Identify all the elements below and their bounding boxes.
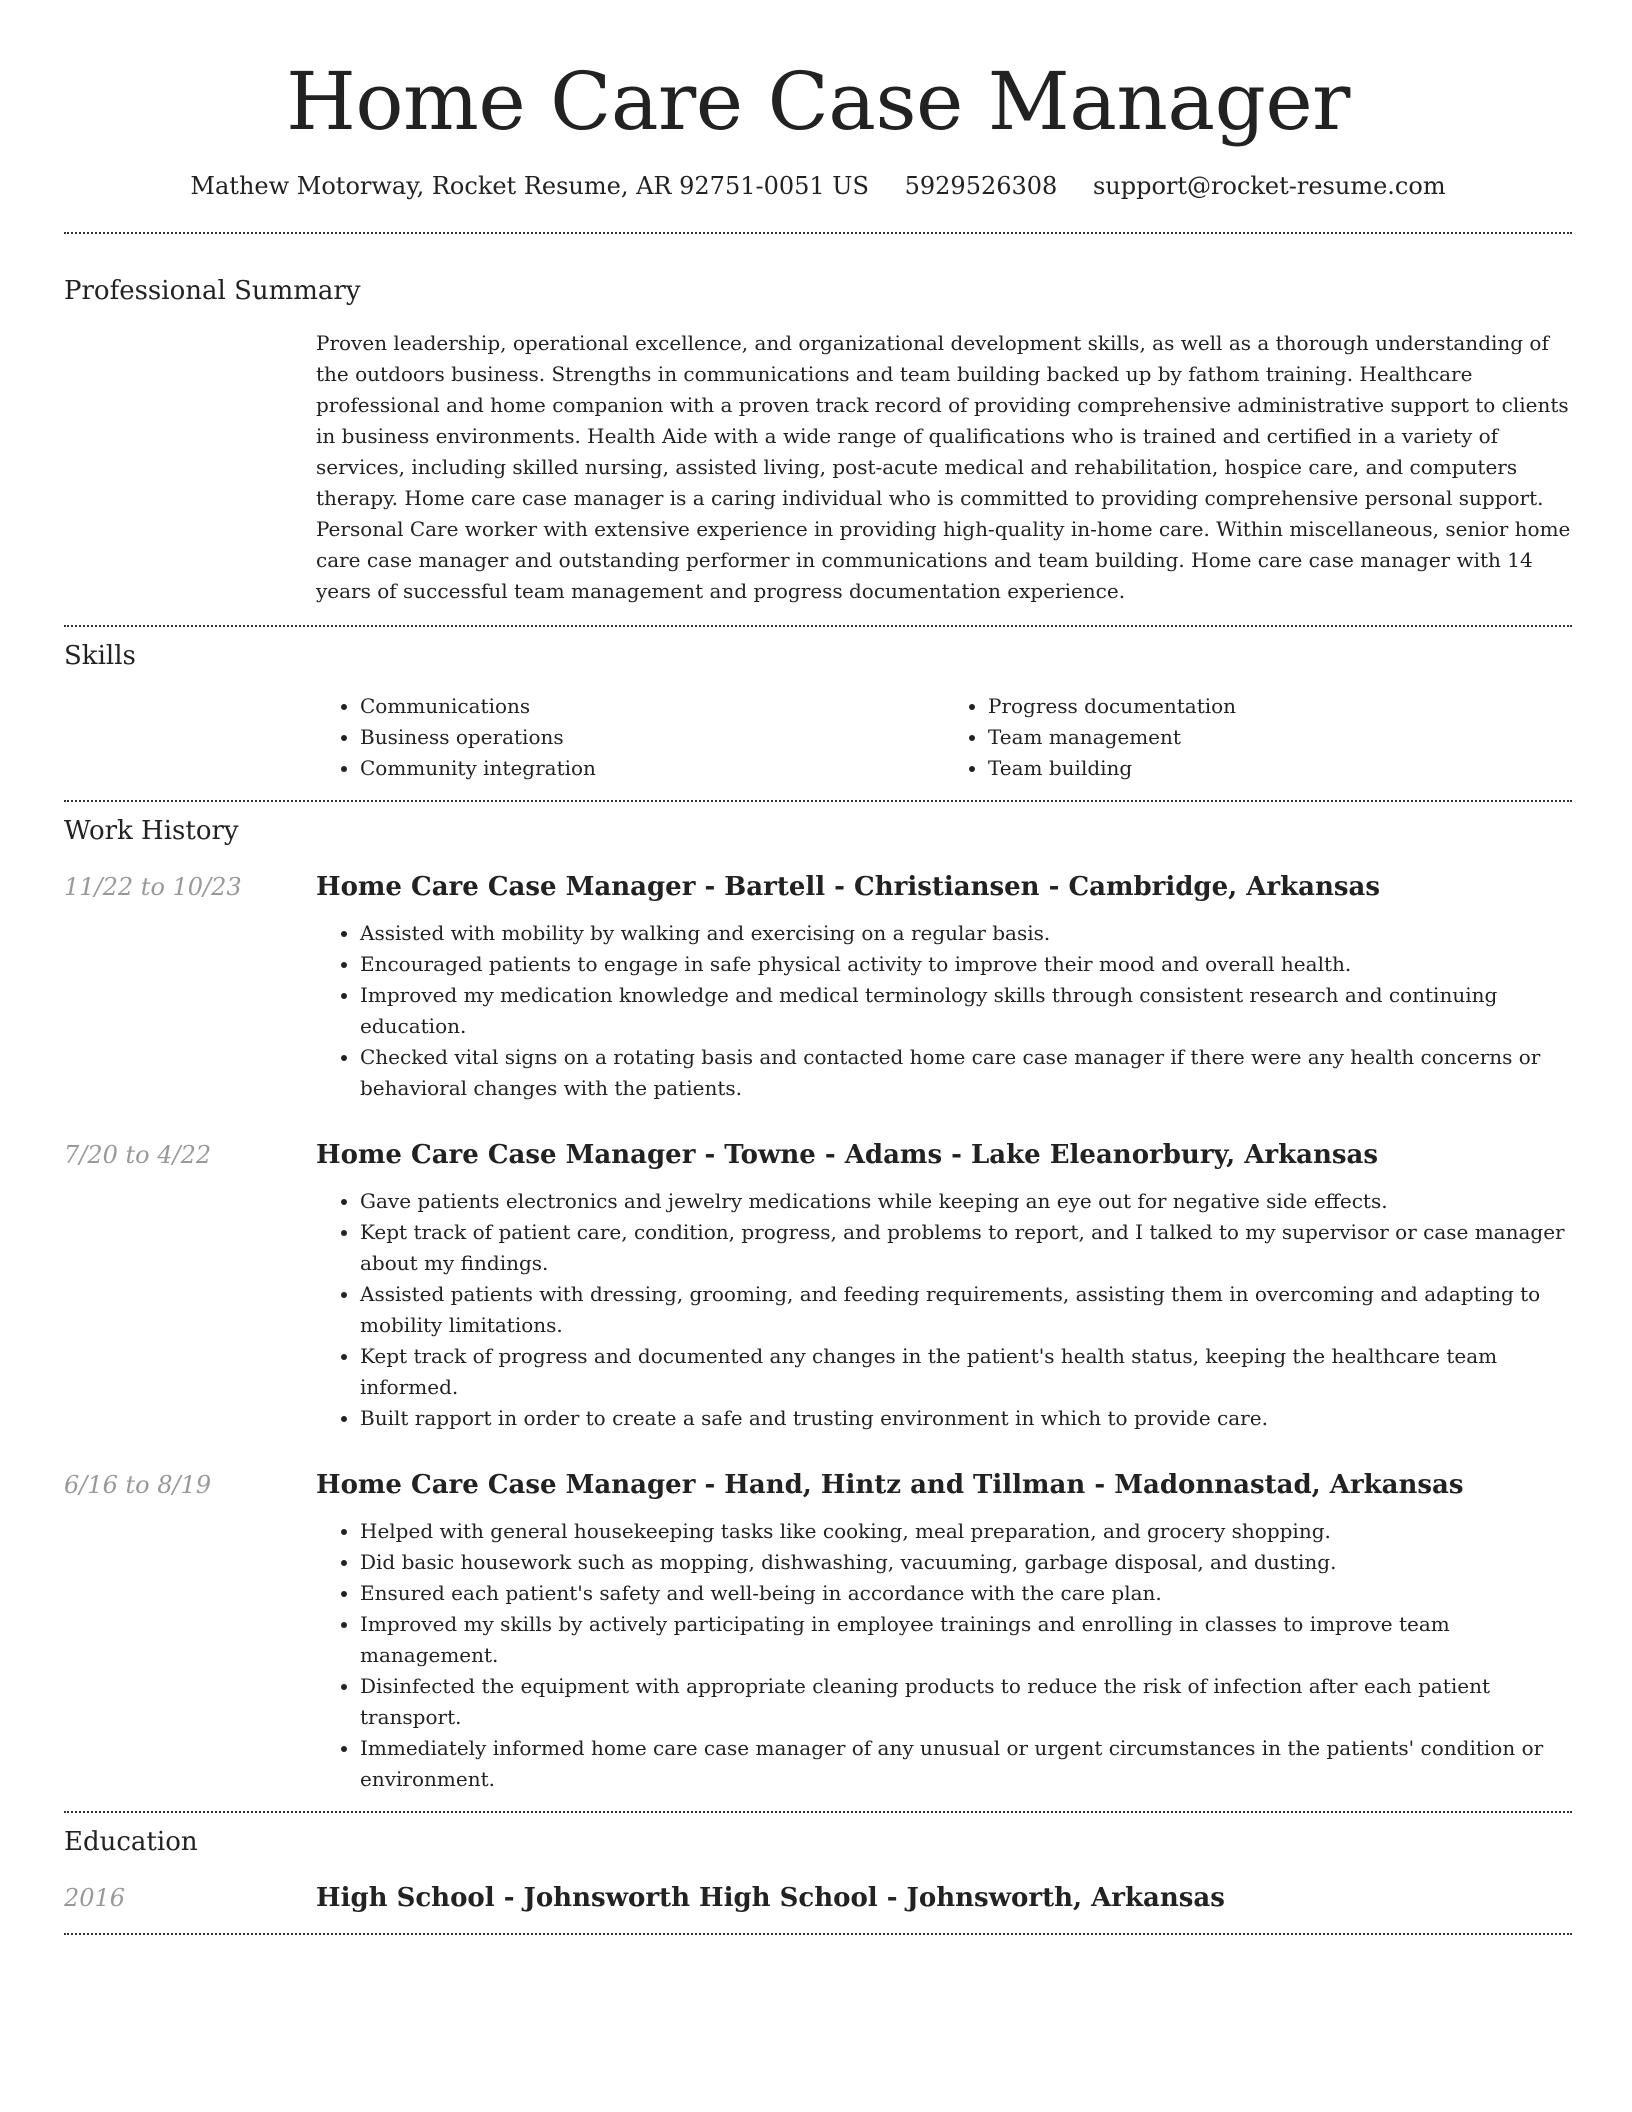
contact-phone: 5929526308 (904, 172, 1058, 200)
resume-title: Home Care Case Manager (286, 55, 1350, 148)
job-bullet: • Helped with general housekeeping tasks like cooking, meal preparation, and grocery shopping. (360, 1516, 1572, 1547)
education-date: 2016 (64, 1884, 126, 1912)
job-bullet: • Checked vital signs on a rotating basis and contacted home care case manager if there were any health concerns or behavioral changes with the patients. (360, 1042, 1572, 1104)
work-history-heading: Work History (64, 816, 239, 846)
job-entry (64, 870, 1572, 1104)
divider (64, 232, 1572, 234)
job-entry (64, 1468, 1572, 1795)
skills-list-left (316, 691, 944, 784)
job-dates: 6/16 to 8/19 (64, 1471, 212, 1499)
job-title: Home Care Case Manager - Bartell - Christiansen - Cambridge, Arkansas (316, 872, 1381, 902)
skill-item: • Community integration (360, 753, 944, 784)
job-title: Home Care Case Manager - Towne - Adams - Lake Eleanorbury, Arkansas (316, 1140, 1379, 1170)
divider (64, 800, 1572, 802)
job-bullet: • Improved my medication knowledge and medical terminology skills through consistent research and continuing education. (360, 980, 1572, 1042)
job-bullet: • Assisted with mobility by walking and exercising on a regular basis. (360, 918, 1572, 949)
skills-section (316, 691, 1572, 784)
job-bullet: • Improved my skills by actively participating in employee trainings and enrolling in classes to improve team management. (360, 1609, 1572, 1671)
job-title: Home Care Case Manager - Hand, Hintz and Tillman - Madonnastad, Arkansas (316, 1470, 1464, 1500)
job-dates: 11/22 to 10/23 (64, 873, 242, 901)
contact-address: Mathew Motorway, Rocket Resume, AR 92751-0051 US (190, 172, 869, 200)
job-entry (64, 1138, 1572, 1434)
job-bullet: • Immediately informed home care case manager of any unusual or urgent circumstances in the patients' condition or environment. (360, 1733, 1572, 1795)
skills-list-right (944, 691, 1572, 784)
summary-heading: Professional Summary (64, 276, 361, 306)
divider (64, 1811, 1572, 1813)
skill-item: • Team management (988, 722, 1572, 753)
summary-section (316, 328, 1572, 607)
job-bullet: • Kept track of patient care, condition, progress, and problems to report, and I talked to my supervisor or case manager about my findings. (360, 1217, 1572, 1279)
education-entry (64, 1881, 1572, 1915)
job-bullet: • Assisted patients with dressing, grooming, and feeding requirements, assisting them in overcoming and adapting to mobility limitations. (360, 1279, 1572, 1341)
skill-item: • Team building (988, 753, 1572, 784)
education-details (316, 1881, 1572, 1915)
job-bullets (316, 918, 1572, 1104)
job-details (316, 1468, 1572, 1795)
job-bullet: • Kept track of progress and documented any changes in the patient's health status, keeping the healthcare team informed. (360, 1341, 1572, 1403)
job-details (316, 870, 1572, 1104)
job-bullet: • Did basic housework such as mopping, dishwashing, vacuuming, garbage disposal, and dusting. (360, 1547, 1572, 1578)
education-heading: Education (64, 1827, 198, 1857)
skill-item: • Progress documentation (988, 691, 1572, 722)
job-bullet: • Disinfected the equipment with appropriate cleaning products to reduce the risk of infection after each patient transport. (360, 1671, 1572, 1733)
skill-item: • Business operations (360, 722, 944, 753)
resume-page (64, 0, 1572, 1935)
job-bullets (316, 1516, 1572, 1795)
job-bullet: • Ensured each patient's safety and well-being in accordance with the care plan. (360, 1578, 1572, 1609)
contact-email: support@rocket-resume.com (1092, 172, 1446, 200)
job-bullet: • Gave patients electronics and jewelry medications while keeping an eye out for negative side effects. (360, 1186, 1572, 1217)
job-details (316, 1138, 1572, 1434)
skill-item: • Communications (360, 691, 944, 722)
job-dates: 7/20 to 4/22 (64, 1141, 212, 1169)
job-bullet: • Encouraged patients to engage in safe physical activity to improve their mood and overall health. (360, 949, 1572, 980)
education-title: High School - Johnsworth High School - Johnsworth, Arkansas (316, 1883, 1225, 1913)
summary-text: Proven leadership, operational excellence, and organizational development skills, as well as a thorough understanding of the outdoors business. Strengths in communications and team building backed up by fathom training. Healthcare professional and home companion with a proven track record of providing comprehensive administrative support to clients in business environments. Health Aide with a wide range of qualifications who is trained and certified in a variety of services, including skilled nursing, assisted living, post-acute medical and rehabilitation, hospice care, and computers therapy. Home care case manager is a caring individual who is committed to providing comprehensive personal support. Personal Care worker with extensive experience in providing high-quality in-home care. Within miscellaneous, senior home care case manager and outstanding performer in communications and team building. Home care case manager with 14 years of successful team management and progress documentation experience. (316, 331, 1571, 603)
job-bullets (316, 1186, 1572, 1434)
divider (64, 625, 1572, 627)
job-bullet: • Built rapport in order to create a safe and trusting environment in which to provide care. (360, 1403, 1572, 1434)
contact-line (64, 170, 1572, 202)
divider (64, 1933, 1572, 1935)
skills-heading: Skills (64, 641, 136, 671)
